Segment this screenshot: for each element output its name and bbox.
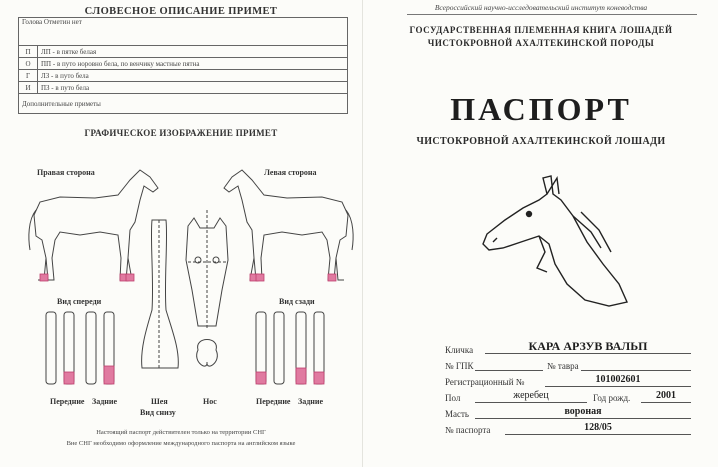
neck-below-drawing bbox=[142, 220, 179, 368]
leg-code: И bbox=[19, 82, 38, 94]
gpk-underline bbox=[475, 370, 543, 371]
marking-mark bbox=[256, 274, 264, 281]
extra-marks-label: Дополнительные приметы bbox=[19, 94, 348, 114]
institute-name: Всероссийский научно-исследовательский институт коневодства bbox=[434, 3, 648, 12]
gpk-label: № ГПК bbox=[445, 361, 474, 371]
passport-number-label: № паспорта bbox=[445, 425, 491, 435]
color-label: Масть bbox=[445, 409, 470, 419]
rear-legs-caption: Задние bbox=[92, 397, 118, 406]
back-view-label: Вид сзади bbox=[279, 297, 315, 306]
leg-text: ПП - в путо норовно бела, по венчику мастные пятна bbox=[38, 58, 348, 70]
birth-year-value: 2001 bbox=[656, 390, 676, 401]
sex-value: жеребец bbox=[513, 390, 549, 401]
passport-title: ПАСПОРТ bbox=[450, 91, 632, 127]
leg-text: ЛЗ - в путо бела bbox=[38, 70, 348, 82]
description-title: СЛОВЕСНОЕ ОПИСАНИЕ ПРИМЕТ bbox=[84, 6, 278, 17]
color-underline bbox=[475, 418, 691, 419]
white-marking-highlights bbox=[40, 274, 336, 384]
institute-underline bbox=[407, 14, 697, 15]
marking-mark bbox=[40, 274, 48, 281]
color-value: вороная bbox=[564, 406, 602, 417]
nose-label: Нос bbox=[203, 397, 217, 406]
right-page bbox=[362, 0, 718, 467]
left-side-horse-drawing bbox=[224, 170, 353, 280]
marking-mark bbox=[64, 372, 74, 384]
marking-mark bbox=[296, 368, 306, 384]
front-legs-caption: Передние bbox=[50, 397, 85, 406]
head-front-drawing bbox=[186, 210, 228, 330]
name-value: КАРА АРЗУВ ВАЛЬП bbox=[528, 339, 648, 353]
passport-number-underline bbox=[505, 434, 691, 435]
birth-year-label: Год рожд. bbox=[593, 393, 631, 403]
registration-label: Регистрационный № bbox=[445, 377, 525, 387]
stud-book-heading: ГОСУДАРСТВЕННАЯ ПЛЕМЕННАЯ КНИГА ЛОШАДЕЙ bbox=[409, 25, 673, 35]
registration-value: 101002601 bbox=[595, 374, 641, 385]
neck-label: Шея bbox=[151, 397, 168, 406]
marking-mark bbox=[126, 274, 134, 281]
leg-text: ЛП - в пятке белая bbox=[38, 46, 348, 58]
tavro-underline bbox=[581, 370, 691, 371]
marking-mark bbox=[314, 372, 324, 384]
front-view-label: Вид спереди bbox=[57, 297, 102, 306]
graphic-title: ГРАФИЧЕСКОЕ ИЗОБРАЖЕНИЕ ПРИМЕТ bbox=[84, 128, 278, 138]
validity-note: Настоящий паспорт действителен только на территории СНГ bbox=[96, 429, 266, 436]
horse-head-emblem bbox=[481, 172, 631, 310]
right-side-label: Правая сторона bbox=[37, 168, 95, 177]
left-side-label: Левая сторона bbox=[264, 168, 317, 177]
passport-number-value: 128/05 bbox=[584, 422, 612, 433]
description-table bbox=[18, 17, 348, 114]
rear-legs-caption-2: Задние bbox=[298, 397, 324, 406]
right-side-horse-drawing bbox=[29, 170, 158, 280]
leg-code: О bbox=[19, 58, 38, 70]
marking-mark bbox=[328, 274, 336, 281]
tavro-label: № тавра bbox=[547, 361, 579, 371]
registration-underline bbox=[545, 386, 691, 387]
sex-underline bbox=[475, 402, 587, 403]
international-note: Вне СНГ необходимо оформление международного паспорта на английском языке bbox=[66, 440, 296, 447]
horse-diagram bbox=[0, 140, 362, 432]
marking-mark bbox=[256, 372, 266, 384]
leg-code: Г bbox=[19, 70, 38, 82]
breed-heading: ЧИСТОКРОВНОЙ АХАЛТЕКИНСКОЙ ПОРОДЫ bbox=[427, 38, 655, 48]
neck-below-label: Вид снизу bbox=[140, 408, 176, 417]
birth-year-underline bbox=[641, 402, 691, 403]
nose-drawing bbox=[197, 340, 218, 367]
sex-label: Пол bbox=[445, 393, 461, 403]
leg-text: ПЗ - в путо бела bbox=[38, 82, 348, 94]
marking-mark bbox=[104, 366, 114, 384]
name-label: Кличка bbox=[445, 345, 474, 355]
head-row: Голова Отметин нет bbox=[19, 18, 348, 46]
passport-subtitle: ЧИСТОКРОВНОЙ АХАЛТЕКИНСКОЙ ЛОШАДИ bbox=[416, 136, 666, 147]
front-legs-caption-2: Передние bbox=[256, 397, 291, 406]
leg-code: П bbox=[19, 46, 38, 58]
